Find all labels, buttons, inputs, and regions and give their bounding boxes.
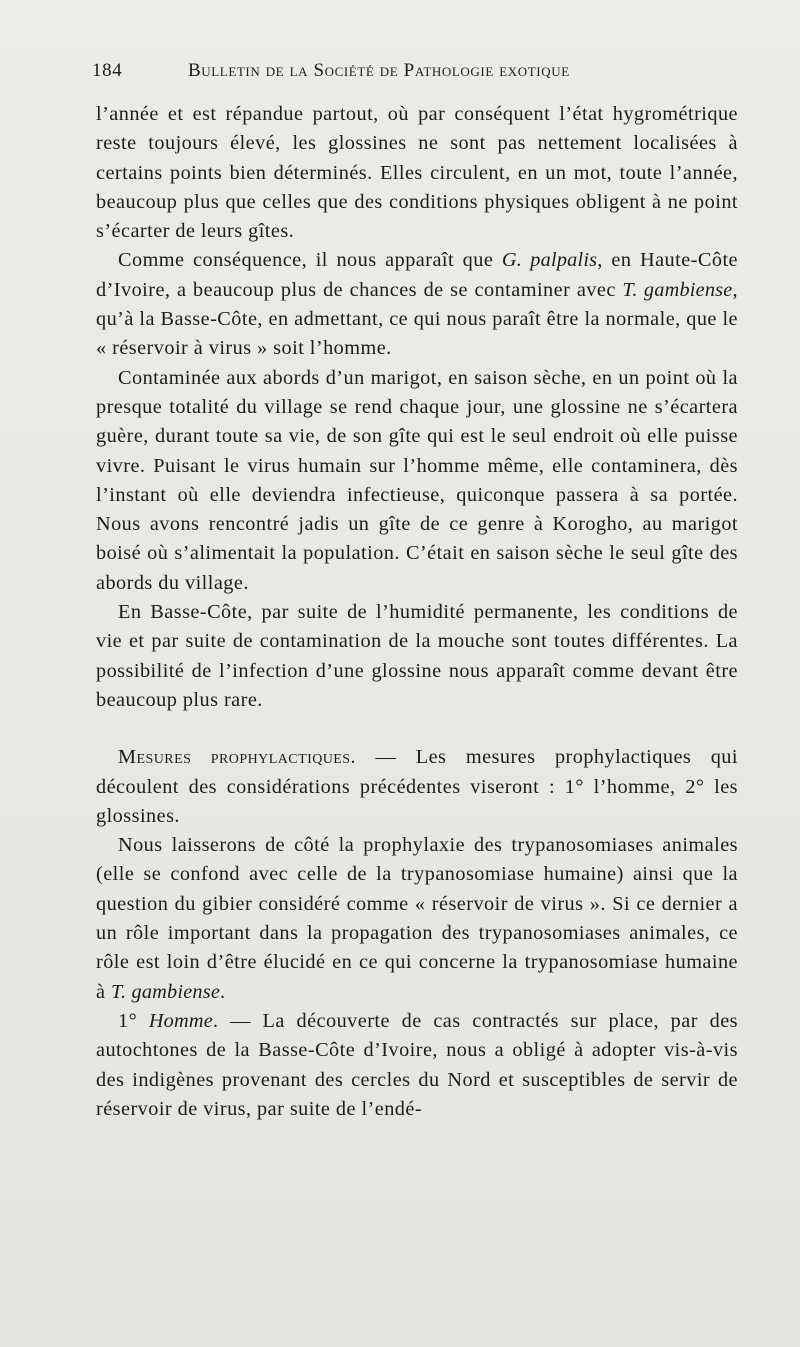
- running-title: Bulletin de la Société de Pathologie exotique: [188, 60, 570, 81]
- paragraph-3: Contaminée aux abords d’un marigot, en saison sèche, en un point où la presque totalité du village se rend chaque jour, une glossine ne s’écartera guère, durant toute sa vie, de son gîte qui est le seul endroit où elle puisse vivre. Puisant le virus humain sur l’homme même, elle contaminera, dès l’instant où elle deviendra infectieuse, quiconque passera à sa portée. Nous avons rencontré jadis un gîte de ce genre à Korogho, au marigot boisé où s’alimentait la population. C’était en saison sèche le seul gîte des abords du village.: [96, 366, 738, 594]
- section-heading-paragraph: Mesures prophylactiques. — Les mesures prophylactiques qui découlent des considérations précédentes viseront : 1° l’homme, 2° les glossines.: [96, 746, 738, 827]
- page-number: 184: [92, 60, 123, 81]
- species-name: T. gambiense: [622, 278, 733, 301]
- paragraph-4: En Basse-Côte, par suite de l’humidité permanente, les conditions de vie et par suite de contamination de la mouche sont toutes différentes. La possibilité de l’infection d’une glossine nous apparaît comme devant être beaucoup plus rare.: [96, 601, 738, 711]
- section-heading: Mesures prophylactiques.: [118, 746, 357, 769]
- paragraph-6: Nous laisserons de côté la prophylaxie des trypanosomiases animales (elle se confond avec celle de la trypanosomiase humaine) ainsi que la question du gibier considéré comme « réservoir de virus ». Si ce dernier a un rôle important dans la propagation des trypanosomiases animales, ce rôle est loin d’être élucidé en ce qui concerne la trypanosomiase humaine à T. gambiense.: [96, 834, 738, 1003]
- body-text: [96, 100, 738, 1124]
- subsection-heading: Homme: [148, 1009, 213, 1032]
- species-name: T. gambiense: [110, 980, 221, 1003]
- page-header: [92, 60, 652, 90]
- species-name: G. palpalis: [501, 249, 598, 272]
- paragraph-7: 1° Homme. — La découverte de cas contractés sur place, par des autochtones de la Basse-Côte d’Ivoire, nous a obligé à adopter vis-à-vis des indigènes provenant des cercles du Nord et susceptibles de servir de réservoir de virus, par suite de l’endé-: [96, 1009, 738, 1120]
- paragraph-1: l’année et est répandue partout, où par conséquent l’état hygrométrique reste toujours élevé, les glossines ne sont pas nettement localisées à certains points bien déterminés. Elles circulent, en un mot, toute l’année, beaucoup plus que celles que des conditions physiques obligent à ne point s’écarter de leurs gîtes.: [96, 103, 738, 243]
- paragraph-2: Comme conséquence, il nous apparaît que G. palpalis, en Haute-Côte d’Ivoire, a beaucoup plus de chances de se contaminer avec T. gambiense, qu’à la Basse-Côte, en admettant, ce qui nous paraît être la normale, que le « réservoir à virus » soit l’homme.: [96, 249, 738, 360]
